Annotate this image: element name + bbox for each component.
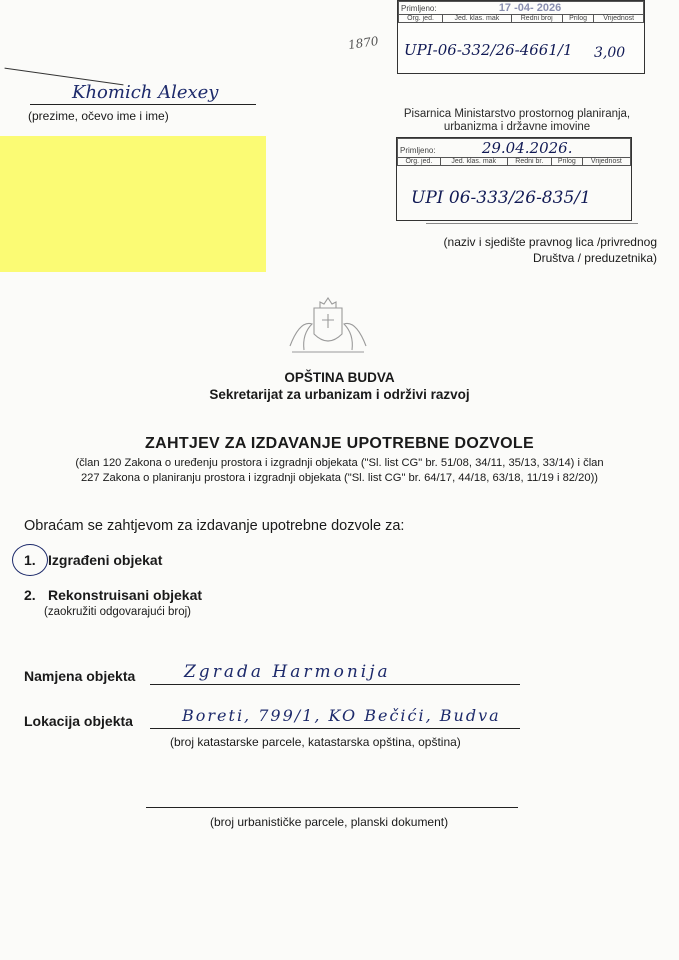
form-intro: Obraćam se zahtjevom za izdavanje upotrebne dozvole za:	[24, 518, 405, 534]
top-stamp-col: Vrijednost	[594, 15, 644, 23]
option-2-number: 2.	[24, 587, 36, 603]
ministry-stamp-col: Vrijednost	[582, 158, 630, 166]
top-stamp-number: UPI-06-332/26-4661/1	[404, 41, 573, 59]
ministry-stamp-title: Pisarnica Ministarstvo prostornog planiranja, urbanizma i državne imovine	[403, 108, 631, 133]
coat-of-arms	[280, 294, 376, 365]
top-stamp-received-label: Primljeno:	[401, 4, 437, 13]
top-stamp-col: Redni broj	[511, 15, 562, 23]
purpose-value: Zgrada Harmonija	[184, 662, 391, 682]
top-stamp-date: 17 -04- 2026	[498, 2, 562, 14]
applicant-name: Khomich Alexey	[72, 82, 219, 103]
top-stamp-col: Org. jed.	[399, 15, 443, 23]
top-stamp-col: Jed. klas. mak	[443, 15, 512, 23]
ministry-stamp-col: Org. jed.	[398, 158, 441, 166]
form-subtitle-2: 227 Zakona o planiranju prostora i izgradnji objekata ("Sl. list CG" br. 64/17, 44/18, 63/18, 11/19 i 82/20))	[80, 472, 599, 484]
redaction-box	[0, 136, 266, 272]
ministry-stamp-date: 29.04.2026.	[481, 139, 573, 157]
location-underline	[150, 728, 520, 729]
ministry-stamp-col: Redni br.	[507, 158, 551, 166]
applicant-strike-mark	[5, 68, 124, 86]
option-2-label: Rekonstruisani objekat	[48, 587, 203, 603]
ministry-stamp-col: Jed. klas. mak	[440, 158, 507, 166]
margin-note: 1870	[347, 33, 380, 53]
location-caption: (broj katastarske parcele, katastarska opština, opština)	[170, 735, 461, 749]
option-1-circle	[12, 544, 48, 576]
secretariat-title: Sekretarijat za urbanizam i održivi razvoj	[209, 387, 470, 402]
top-stamp-col: Prilog	[562, 15, 594, 23]
purpose-underline	[150, 684, 520, 685]
legal-entity-caption: (naziv i sjedište pravnog lica /privrednog Društva / preduzetnika)	[443, 235, 657, 265]
option-1-label: Izgrađeni objekat	[48, 552, 163, 568]
municipality-title: OPŠTINA BUDVA	[284, 370, 395, 385]
ministry-stamp-received-label: Primljeno:	[400, 146, 436, 155]
legal-entity-underline	[426, 223, 638, 224]
option-hint: (zaokružiti odgovarajući broj)	[44, 606, 192, 618]
top-stamp-value: 3,00	[594, 45, 626, 61]
ministry-stamp	[396, 137, 632, 221]
option-1-number: 1.	[24, 552, 36, 568]
applicant-caption: (prezime, očevo ime i ime)	[28, 109, 169, 123]
location-label: Lokacija objekta	[24, 713, 133, 729]
top-registry-stamp	[397, 0, 645, 74]
urban-caption: (broj urbanističke parcele, planski dokument)	[210, 815, 449, 829]
form-title: ZAHTJEV ZA IZDAVANJE UPOTREBNE DOZVOLE	[145, 435, 534, 452]
urban-underline	[146, 807, 518, 808]
purpose-label: Namjena objekta	[24, 668, 136, 684]
ministry-stamp-col: Prilog	[551, 158, 582, 166]
ministry-stamp-number: UPI 06-333/26-835/1	[411, 188, 591, 208]
form-subtitle-1: (član 120 Zakona o uređenju prostora i izgradnji objekata ("Sl. list CG" br. 51/08, 34/11, 35/13, 33/14) i član	[75, 457, 604, 469]
location-value: Boreti, 799/1, KO Bečići, Budva	[182, 706, 501, 725]
applicant-underline	[30, 104, 256, 105]
